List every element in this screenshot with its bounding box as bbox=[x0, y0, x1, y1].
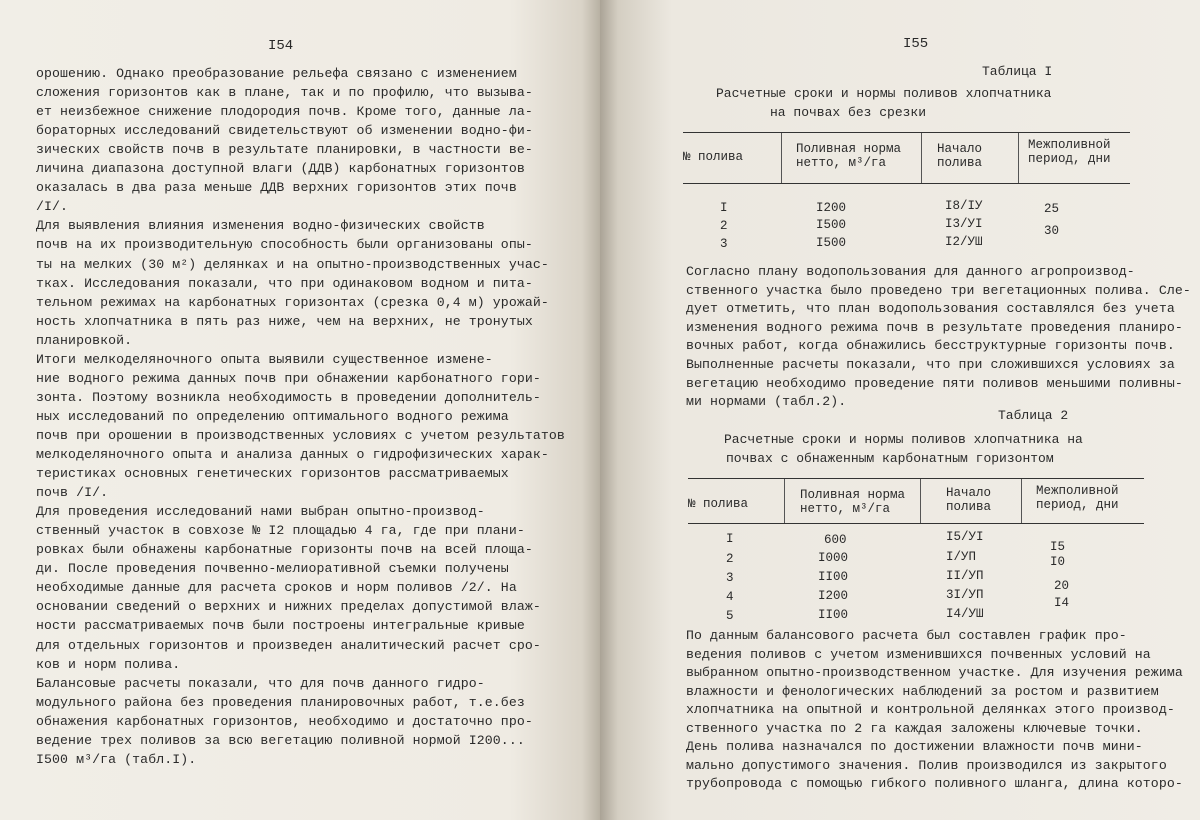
text-line: Согласно плану водопользования для данного агропроизвод- bbox=[686, 264, 1135, 279]
table1-title-line1: Расчетные сроки и нормы поливов хлопчатника bbox=[716, 86, 1052, 101]
table1-header-start: Начало полива bbox=[937, 142, 983, 170]
table2-row5-norm: II00 bbox=[818, 608, 849, 622]
text-line: ков и норм полива. bbox=[36, 656, 181, 672]
text-line: почв при орошении в производственных условиях с учетом результатов bbox=[36, 427, 565, 443]
text-line: модульного района без проведения планировочных работ, т.е.без bbox=[36, 694, 525, 710]
table-rule bbox=[688, 478, 1144, 479]
table2-row4-norm: I200 bbox=[818, 589, 849, 603]
text-line: вочных работ, когда обнажились бесструктурные горизонты почв. bbox=[686, 338, 1175, 354]
text-line: ние водного режима данных почв при обнажении карбонатного гори- bbox=[36, 370, 541, 386]
table1-header-norm: Поливная норма нетто, м³/га bbox=[796, 142, 902, 170]
text-line: теристиках основных генетических горизонтов рассматриваемых bbox=[36, 466, 509, 482]
table1-row2-number: 2 bbox=[720, 219, 728, 233]
table-vrule bbox=[920, 479, 921, 523]
table2-period-3: 20 bbox=[1054, 579, 1070, 593]
text-line: ди. После проведения почвенно-мелиоративной съемки получены bbox=[36, 561, 509, 577]
text-line: /I/. bbox=[36, 199, 69, 215]
table2-row1-start: I5/УI bbox=[946, 530, 984, 544]
text-line: основании сведений о верхних и нижних пределах допустимой влаж- bbox=[36, 599, 541, 615]
table2-row3-norm: II00 bbox=[818, 570, 849, 584]
table1-row3-norm: I500 bbox=[816, 236, 847, 250]
table2-period-4: I4 bbox=[1054, 596, 1070, 610]
text-line: почв на их производительную способность были организованы опы- bbox=[36, 237, 533, 253]
table1-header-number: № полива bbox=[683, 150, 744, 164]
text-line: планировкой. bbox=[36, 332, 133, 348]
table2-header-norm: Поливная норма нетто, м³/га bbox=[800, 488, 906, 516]
text-line: оказалась в два раза меньше ДДВ верхних горизонтов этих почв bbox=[36, 180, 517, 196]
text-line: ных исследований по определению оптимального водного режима bbox=[36, 408, 509, 424]
table2-label: Таблица 2 bbox=[998, 408, 1069, 423]
table2-row5-number: 5 bbox=[726, 609, 734, 623]
table1-row3-number: 3 bbox=[720, 237, 728, 251]
table1-row2-norm: I500 bbox=[816, 218, 847, 232]
table2-row3-number: 3 bbox=[726, 571, 734, 585]
table1-title-line2: на почвах без срезки bbox=[770, 105, 927, 120]
text-line: ность хлопчатника в пять раз ниже, чем на верхних, не тронутых bbox=[36, 313, 533, 329]
text-line: сложения горизонтов как в плане, так и по профилю, что вызыва- bbox=[36, 85, 533, 101]
table1-label: Таблица I bbox=[982, 64, 1053, 79]
table-rule bbox=[688, 523, 1144, 524]
table-rule bbox=[683, 183, 1130, 184]
text-line: I500 м³/га (табл.I). bbox=[36, 751, 197, 767]
table2-header-number: № полива bbox=[688, 497, 749, 511]
table2-row4-number: 4 bbox=[726, 590, 734, 604]
text-line: дует отметить, что план водопользования составлялся без учета bbox=[686, 301, 1175, 317]
text-line: необходимые данные для расчета сроков и норм поливов /2/. На bbox=[36, 580, 517, 596]
text-line: зических свойств почв в результате планировки, в частности ве- bbox=[36, 142, 533, 158]
text-line: ет неизбежное снижение плодородия почв. Кроме того, данные ла- bbox=[36, 104, 533, 120]
text-line: мально допустимого значения. Полив производился из закрытого bbox=[686, 757, 1167, 773]
text-line: ности рассматриваемых почв были построены интегральные кривые bbox=[36, 618, 525, 634]
text-line: мелкоделяночного опыта и анализа данных о гидрофизических харак- bbox=[36, 447, 549, 462]
table1-row1-norm: I200 bbox=[816, 201, 847, 215]
table2-row4-start: 3I/УП bbox=[946, 588, 984, 602]
table2-title-line1: Расчетные сроки и нормы поливов хлопчатника на bbox=[724, 432, 1083, 447]
text-line: орошению. Однако преобразование рельефа связано с изменением bbox=[36, 66, 517, 81]
table-vrule bbox=[784, 479, 785, 523]
table2-row2-norm: I000 bbox=[818, 551, 849, 565]
text-line: Балансовые расчеты показали, что для почв данного гидро- bbox=[36, 675, 485, 691]
table1-header-period: Межполивной период, дни bbox=[1028, 138, 1111, 166]
table2-period-1: I5 bbox=[1050, 540, 1066, 554]
table2-row3-start: II/УП bbox=[946, 569, 984, 583]
table1-period-1: 25 bbox=[1044, 202, 1060, 216]
text-line: обнажения карбонатных горизонтов, необходимо и достаточно про- bbox=[36, 713, 533, 729]
text-line: ты на мелких (30 м²) делянках и на опытно-производственных учас- bbox=[36, 256, 549, 272]
text-line: Выполненные расчеты показали, что при сложившихся условиях за bbox=[686, 357, 1175, 372]
text-line: По данным балансового расчета был составлен график про- bbox=[686, 628, 1127, 643]
text-line: трубопровода с помощью гибкого поливного шланга, длина которо- bbox=[686, 776, 1183, 791]
table2-row2-start: I/УП bbox=[946, 550, 977, 564]
text-line: тках. Исследования показали, что при одинаковом водном и пита- bbox=[36, 275, 533, 291]
table2-period-2: I0 bbox=[1050, 555, 1066, 569]
table2-row1-norm: 600 bbox=[824, 533, 847, 547]
table-vrule bbox=[781, 133, 782, 183]
table1-row1-number: I bbox=[720, 201, 728, 215]
text-line: для отдельных горизонтов и произведен аналитический расчет сро- bbox=[36, 637, 541, 653]
page-number: I55 bbox=[903, 36, 929, 52]
text-line: хлопчатника на опытной и контрольной делянках этого производ- bbox=[686, 702, 1175, 717]
table-vrule bbox=[921, 133, 922, 183]
text-line: ственный участок в совхозе № I2 площадью 4 га, где при плани- bbox=[36, 523, 525, 539]
table2-row1-number: I bbox=[726, 532, 734, 546]
text-line: ственного участка по 2 га каждая заложены ключевые точки. bbox=[686, 720, 1143, 736]
text-line: ми нормами (табл.2). bbox=[686, 394, 847, 410]
text-line: изменения водного режима почв в результате проведения планиро- bbox=[686, 319, 1183, 335]
page-number: I54 bbox=[268, 38, 294, 54]
text-line: ственного участка было проведено три вегетационных полива. Сле- bbox=[686, 282, 1191, 298]
text-line: тельном режимах на карбонатных горизонтах (срезка 0,4 м) урожай- bbox=[36, 294, 549, 310]
text-line: Итоги мелкоделяночного опыта выявили существенное измене- bbox=[36, 351, 493, 367]
table2-title-line2: почвах с обнаженным карбонатным горизонтом bbox=[726, 451, 1054, 466]
table1-row1-start: I8/IУ bbox=[945, 199, 983, 213]
text-line: вегетацию необходимо проведение пяти поливов меньшими поливны- bbox=[686, 375, 1183, 391]
table2-header-period: Межполивной период, дни bbox=[1036, 484, 1119, 512]
text-line: почв /I/. bbox=[36, 485, 109, 501]
text-line: ведения поливов с учетом изменившихся почвенных условий на bbox=[686, 646, 1151, 662]
text-line: выбранном опытно-производственном участке. Для изучения режима bbox=[686, 665, 1183, 680]
text-line: влажности и фенологических наблюдений за ростом и развитием bbox=[686, 683, 1159, 699]
table-rule bbox=[683, 132, 1130, 133]
table-vrule bbox=[1018, 133, 1019, 183]
text-line: зонта. Поэтому возникла необходимость в проведении дополнитель- bbox=[36, 389, 541, 405]
table2-row2-number: 2 bbox=[726, 552, 734, 566]
table-vrule bbox=[1021, 479, 1022, 523]
text-line: Для выявления влияния изменения водно-физических свойств bbox=[36, 218, 485, 234]
text-line: ровках были обнажены карбонатные горизонты почв на всей площа- bbox=[36, 542, 533, 558]
text-line: Для проведения исследований нами выбран опытно-производ- bbox=[36, 504, 485, 520]
table1-row3-start: I2/УШ bbox=[945, 235, 983, 249]
text-line: личина диапазона доступной влаги (ДДВ) карбонатных горизонтов bbox=[36, 161, 525, 177]
table1-row2-start: I3/УI bbox=[945, 217, 983, 231]
text-line: бораторных исследований свидетельствуют об изменении водно-фи- bbox=[36, 123, 533, 139]
text-line: День полива назначался по достижении влажности почв мини- bbox=[686, 739, 1143, 754]
table2-row5-start: I4/УШ bbox=[946, 607, 984, 621]
text-line: ведение трех поливов за всю вегетацию поливной нормой I200... bbox=[36, 732, 525, 748]
table2-header-start: Начало полива bbox=[946, 486, 992, 514]
table1-period-2: 30 bbox=[1044, 224, 1060, 238]
